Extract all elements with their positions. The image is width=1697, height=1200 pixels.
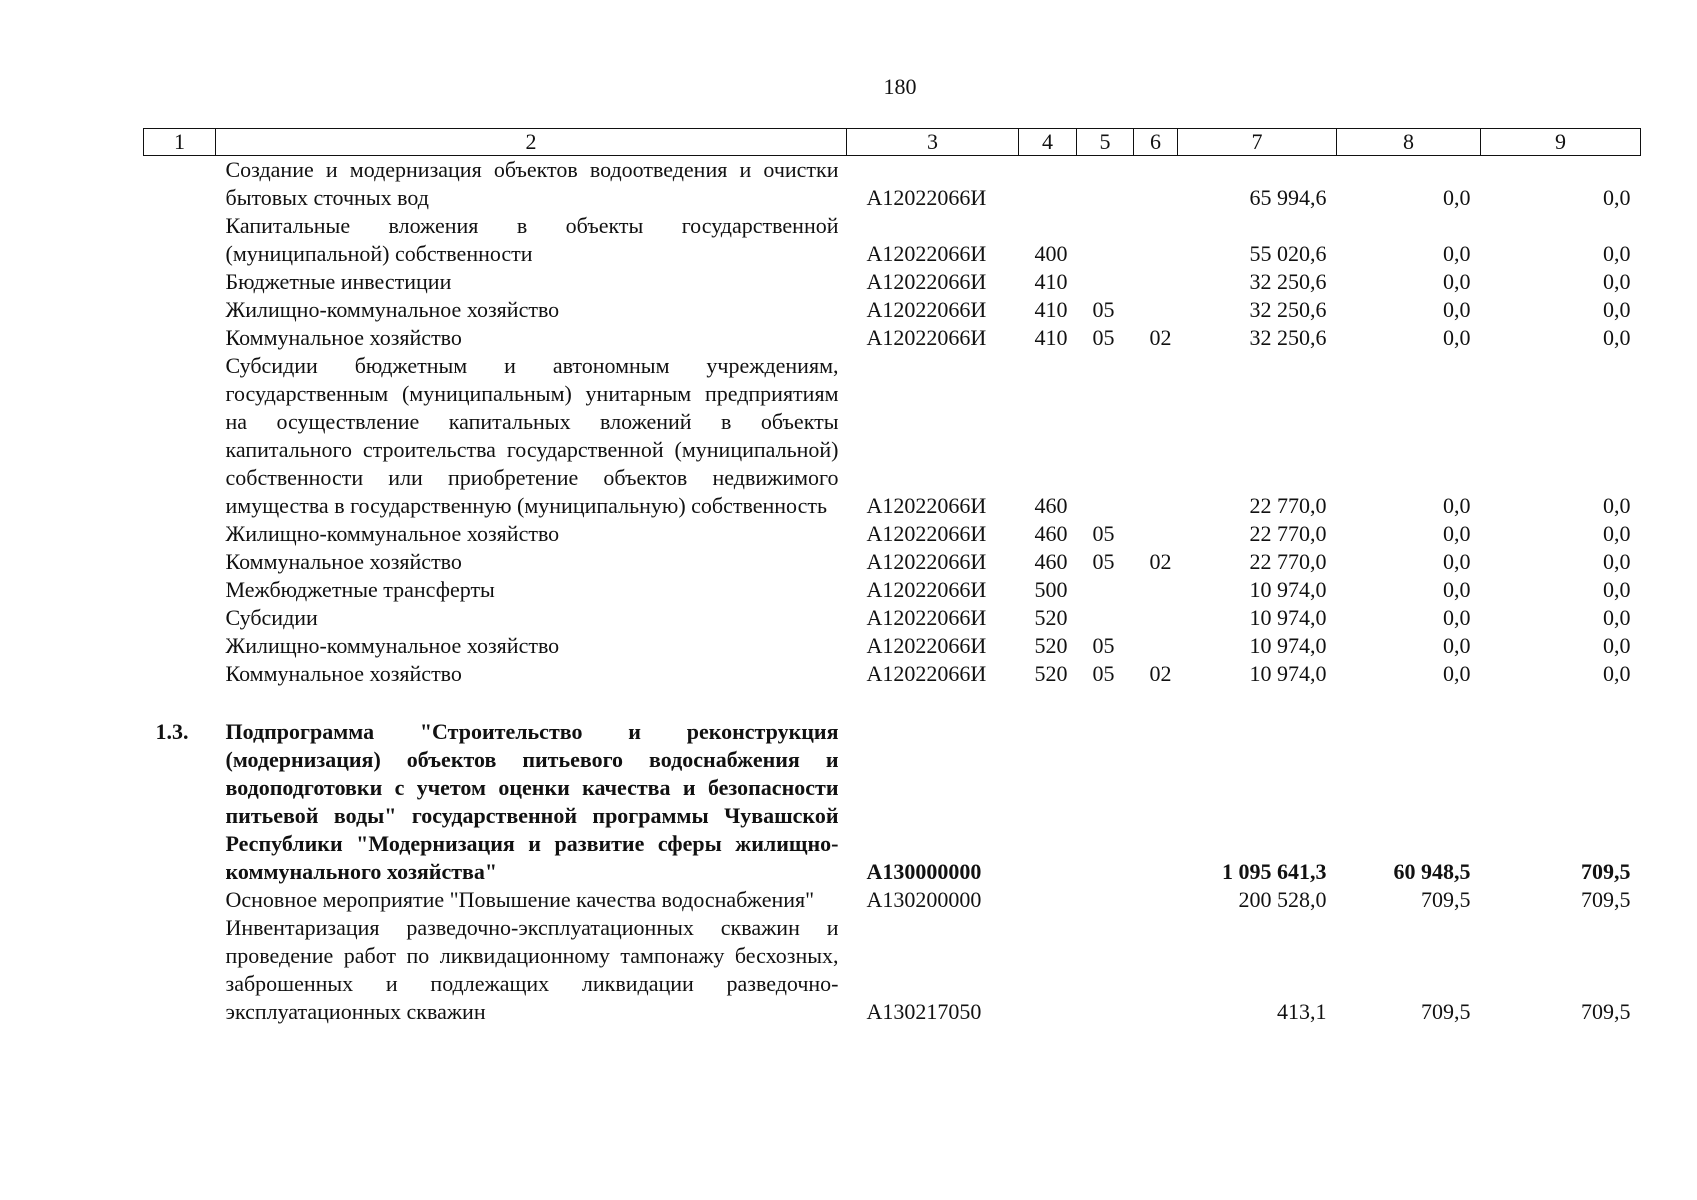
table-row	[144, 212, 1641, 268]
table-row	[144, 886, 1641, 914]
amount-col-7: 32 250,6	[1249, 325, 1327, 350]
section-code	[1077, 156, 1134, 213]
row-number	[144, 520, 216, 548]
section-code: 05	[1092, 521, 1115, 546]
expense-type-code: 500	[1034, 577, 1068, 602]
expense-type-code: 400	[1034, 241, 1068, 266]
target-code: А12022066И	[866, 549, 987, 574]
table-row	[144, 632, 1641, 660]
expense-type-code: 520	[1034, 633, 1068, 658]
amount-col-9: 0,0	[1603, 297, 1631, 322]
row-number	[144, 914, 216, 1026]
section-code	[1077, 718, 1134, 886]
row-number	[144, 352, 216, 520]
subsection-code: 02	[1149, 661, 1172, 686]
amount-col-9: 0,0	[1603, 241, 1631, 266]
section-code	[1077, 576, 1134, 604]
row-name: Субсидии бюджетным и автономным учреждениям, государственным (муниципальным) унитарным предприятиям на осуществление капитальных вложений в объекты капитального строительства государственной (муниципальной) собственности или приобретение объектов недвижимого имущества в государственную (муниципальную) собственность	[225, 353, 839, 518]
subsection-code	[1134, 632, 1178, 660]
table-body	[144, 156, 1641, 1027]
amount-col-7: 413,1	[1277, 999, 1327, 1024]
target-code: А12022066И	[866, 269, 987, 294]
expense-type-code: 460	[1034, 521, 1068, 546]
target-code: А12022066И	[866, 241, 987, 266]
section-code: 05	[1092, 297, 1115, 322]
row-number	[144, 660, 216, 688]
section-code	[1077, 268, 1134, 296]
row-name: Жилищно-коммунальное хозяйство	[225, 521, 560, 546]
section-code	[1077, 212, 1134, 268]
column-header-8: 8	[1337, 129, 1481, 156]
page-number: 180	[883, 74, 917, 99]
section-code: 05	[1092, 633, 1115, 658]
expense-type-code: 460	[1034, 549, 1068, 574]
row-number	[144, 212, 216, 268]
table-row	[144, 296, 1641, 324]
section-code: 05	[1092, 549, 1115, 574]
subsection-code	[1134, 156, 1178, 213]
amount-col-8: 709,5	[1421, 887, 1471, 912]
amount-col-8: 0,0	[1443, 577, 1471, 602]
column-header-6: 6	[1134, 129, 1178, 156]
table-row	[144, 604, 1641, 632]
amount-col-8: 709,5	[1421, 999, 1471, 1024]
subsection-code	[1134, 886, 1178, 914]
amount-col-8: 0,0	[1443, 549, 1471, 574]
row-name: Коммунальное хозяйство	[225, 325, 462, 350]
column-header-4: 4	[1019, 129, 1077, 156]
section-code	[1077, 914, 1134, 1026]
budget-table	[143, 128, 1641, 1026]
amount-col-7: 1 095 641,3	[1222, 859, 1327, 884]
amount-col-9: 0,0	[1603, 577, 1631, 602]
expense-type-code: 520	[1034, 605, 1068, 630]
table-row	[144, 352, 1641, 520]
amount-col-9: 0,0	[1603, 605, 1631, 630]
row-name: Коммунальное хозяйство	[225, 549, 462, 574]
target-code: А12022066И	[866, 661, 987, 686]
section-code	[1077, 352, 1134, 520]
row-name: Межбюджетные трансферты	[225, 577, 495, 602]
row-name: Инвентаризация разведочно-эксплуатационных скважин и проведение работ по ликвидационному тампонажу бесхозных, заброшенных и подлежащих ликвидации разведочно-эксплуатационных скважин	[225, 915, 839, 1024]
amount-col-9: 0,0	[1603, 185, 1631, 210]
subsection-code	[1134, 718, 1178, 886]
row-name: Создание и модернизация объектов водоотведения и очистки бытовых сточных вод	[225, 157, 839, 210]
row-name: Основное мероприятие "Повышение качества водоснабжения"	[225, 887, 815, 912]
section-code: 05	[1092, 661, 1115, 686]
table-row	[144, 520, 1641, 548]
expense-type-code	[1019, 914, 1077, 1026]
amount-col-8: 0,0	[1443, 493, 1471, 518]
column-header-1: 1	[144, 129, 216, 156]
amount-col-9: 709,5	[1581, 999, 1631, 1024]
amount-col-8: 0,0	[1443, 269, 1471, 294]
amount-col-9: 0,0	[1603, 325, 1631, 350]
row-number	[144, 576, 216, 604]
row-number	[144, 156, 216, 213]
amount-col-9: 0,0	[1603, 633, 1631, 658]
row-name: Капитальные вложения в объекты государственной (муниципальной) собственности	[225, 213, 839, 266]
amount-col-8: 0,0	[1443, 521, 1471, 546]
amount-col-8: 0,0	[1443, 661, 1471, 686]
amount-col-7: 55 020,6	[1249, 241, 1327, 266]
expense-type-code	[1019, 156, 1077, 213]
target-code: А12022066И	[866, 521, 987, 546]
amount-col-9: 0,0	[1603, 661, 1631, 686]
amount-col-7: 10 974,0	[1249, 661, 1327, 686]
row-number	[144, 604, 216, 632]
amount-col-7: 10 974,0	[1249, 633, 1327, 658]
expense-type-code: 410	[1034, 297, 1068, 322]
amount-col-9: 0,0	[1603, 549, 1631, 574]
section-code	[1077, 604, 1134, 632]
table-row	[144, 718, 1641, 886]
row-name: Подпрограмма "Строительство и реконструкция (модернизация) объектов питьевого водоснабжения и водоподготовки с учетом оценки качества и безопасности питьевой воды" государственной программы Чувашской Республики "Модернизация и развитие сферы жилищно-коммунального хозяйства"	[225, 719, 839, 884]
spacer-cell	[144, 688, 1641, 718]
row-number	[144, 886, 216, 914]
expense-type-code	[1019, 886, 1077, 914]
subsection-code	[1134, 914, 1178, 1026]
subsection-code	[1134, 296, 1178, 324]
amount-col-7: 200 528,0	[1238, 887, 1327, 912]
row-number	[144, 268, 216, 296]
expense-type-code: 410	[1034, 269, 1068, 294]
row-number	[144, 548, 216, 576]
target-code: А130000000	[866, 859, 982, 884]
column-header-5: 5	[1077, 129, 1134, 156]
table-row	[144, 324, 1641, 352]
row-number	[144, 324, 216, 352]
table-row	[144, 548, 1641, 576]
target-code: А12022066И	[866, 633, 987, 658]
expense-type-code: 460	[1034, 493, 1068, 518]
column-header-2: 2	[216, 129, 847, 156]
amount-col-7: 22 770,0	[1249, 521, 1327, 546]
table-row	[144, 576, 1641, 604]
section-code: 05	[1092, 325, 1115, 350]
row-number	[144, 296, 216, 324]
row-number: 1.3.	[155, 719, 189, 744]
amount-col-8: 0,0	[1443, 241, 1471, 266]
row-name: Жилищно-коммунальное хозяйство	[225, 297, 560, 322]
column-header-7: 7	[1178, 129, 1337, 156]
target-code: А12022066И	[866, 577, 987, 602]
amount-col-7: 22 770,0	[1249, 549, 1327, 574]
target-code: А130217050	[866, 999, 982, 1024]
target-code: А12022066И	[866, 605, 987, 630]
subsection-code	[1134, 352, 1178, 520]
amount-col-9: 0,0	[1603, 493, 1631, 518]
row-name: Коммунальное хозяйство	[225, 661, 462, 686]
header-row	[144, 129, 1641, 156]
spacer-row	[144, 688, 1641, 718]
target-code: А12022066И	[866, 493, 987, 518]
amount-col-9: 0,0	[1603, 521, 1631, 546]
amount-col-8: 0,0	[1443, 633, 1471, 658]
amount-col-7: 32 250,6	[1249, 297, 1327, 322]
column-header-9: 9	[1481, 129, 1641, 156]
table-row	[144, 914, 1641, 1026]
amount-col-9: 709,5	[1581, 887, 1631, 912]
amount-col-8: 0,0	[1443, 297, 1471, 322]
amount-col-7: 22 770,0	[1249, 493, 1327, 518]
amount-col-8: 0,0	[1443, 185, 1471, 210]
target-code: А12022066И	[866, 297, 987, 322]
subsection-code	[1134, 268, 1178, 296]
expense-type-code: 410	[1034, 325, 1068, 350]
amount-col-9: 709,5	[1581, 859, 1631, 884]
amount-col-8: 0,0	[1443, 325, 1471, 350]
table-header	[144, 129, 1641, 156]
row-name: Жилищно-коммунальное хозяйство	[225, 633, 560, 658]
column-header-3: 3	[847, 129, 1019, 156]
subsection-code	[1134, 576, 1178, 604]
amount-col-8: 0,0	[1443, 605, 1471, 630]
subsection-code: 02	[1149, 549, 1172, 574]
table-row	[144, 156, 1641, 213]
expense-type-code	[1019, 718, 1077, 886]
amount-col-9: 0,0	[1603, 269, 1631, 294]
amount-col-7: 10 974,0	[1249, 605, 1327, 630]
target-code: А12022066И	[866, 185, 987, 210]
row-number	[144, 632, 216, 660]
subsection-code	[1134, 604, 1178, 632]
table-row	[144, 660, 1641, 688]
subsection-code	[1134, 212, 1178, 268]
section-code	[1077, 886, 1134, 914]
row-name: Субсидии	[225, 605, 318, 630]
subsection-code: 02	[1149, 325, 1172, 350]
row-name: Бюджетные инвестиции	[225, 269, 452, 294]
amount-col-7: 32 250,6	[1249, 269, 1327, 294]
target-code: А130200000	[866, 887, 982, 912]
target-code: А12022066И	[866, 325, 987, 350]
subsection-code	[1134, 520, 1178, 548]
table-row	[144, 268, 1641, 296]
expense-type-code: 520	[1034, 661, 1068, 686]
amount-col-8: 60 948,5	[1393, 859, 1471, 884]
amount-col-7: 65 994,6	[1249, 185, 1327, 210]
amount-col-7: 10 974,0	[1249, 577, 1327, 602]
